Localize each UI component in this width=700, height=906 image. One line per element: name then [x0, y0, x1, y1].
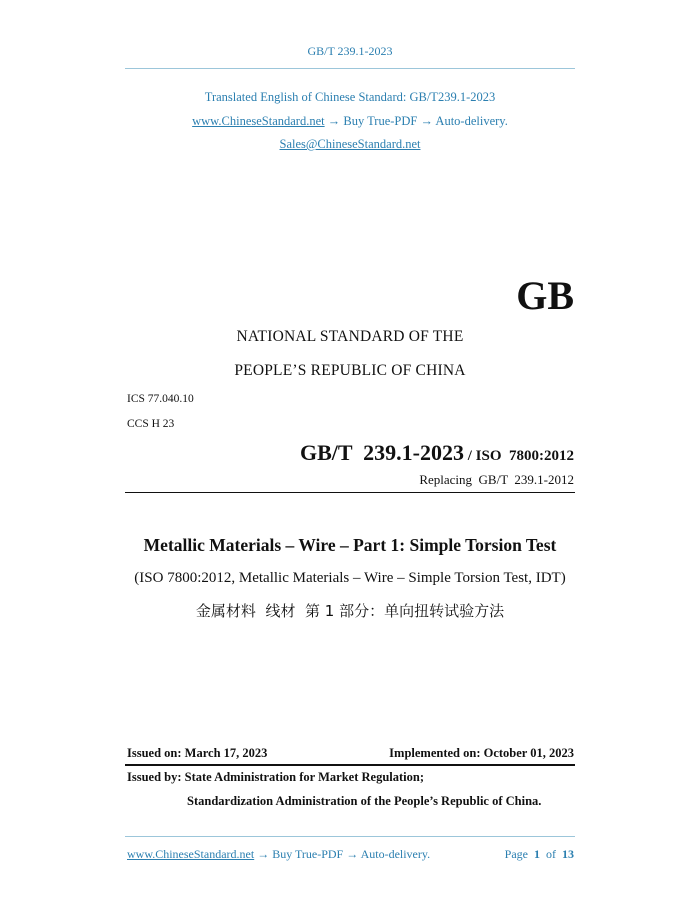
- issued-by-line1: Issued by: State Administration for Market Regulation;: [127, 770, 424, 784]
- header-divider: [125, 68, 575, 69]
- footer-purchase-line: [127, 847, 430, 862]
- footer-divider: [125, 836, 575, 837]
- page-indicator: [505, 847, 574, 862]
- gb-logo: GB: [516, 273, 574, 318]
- national-standard-line2: PEOPLE’S REPUBLIC OF CHINA: [234, 362, 466, 379]
- standard-number: GB/T 239.1-2023: [299, 440, 464, 465]
- page-label: Page: [504, 847, 528, 861]
- footer-arrow-text: → Buy True-PDF → Auto-delivery.: [254, 847, 431, 861]
- standard-divider: [125, 492, 575, 493]
- promo-email-line: [0, 137, 700, 152]
- document-equivalent: (ISO 7800:2012, Metallic Materials – Wire – Simple Torsion Test, IDT): [134, 570, 566, 586]
- header-standard-code: GB/T 239.1-2023: [307, 44, 393, 58]
- national-standard-line1: NATIONAL STANDARD OF THE: [236, 328, 464, 345]
- page-total: 13: [562, 847, 574, 861]
- ics-code: ICS 77.040.10: [127, 393, 194, 405]
- footer-site-link[interactable]: www.ChineseStandard.net: [127, 847, 255, 861]
- promo-site-link[interactable]: www.ChineseStandard.net: [192, 114, 325, 128]
- ccs-code: CCS H 23: [127, 418, 175, 430]
- issued-by-line2: Standardization Administration of the People’s Republic of China.: [187, 794, 542, 808]
- document-chinese-title: 金属材料 线材 第 1 部分：单向扭转试验方法: [195, 602, 505, 620]
- iso-number: ISO 7800:2012: [475, 448, 574, 464]
- promo-translated-line: Translated English of Chinese Standard: GB/T239.1-2023: [204, 90, 496, 104]
- dates-divider: [125, 764, 575, 766]
- document-title: Metallic Materials – Wire – Part 1: Simple Torsion Test: [143, 535, 557, 555]
- issued-date: Issued on: March 17, 2023: [127, 746, 268, 760]
- promo-purchase-line: [0, 114, 700, 129]
- replacing-note: Replacing GB/T 239.1-2012: [419, 472, 574, 487]
- page-of: of: [546, 847, 556, 861]
- standard-separator: /: [463, 448, 476, 464]
- implemented-date: Implemented on: October 01, 2023: [389, 746, 574, 760]
- promo-arrow-text: → Buy True-PDF → Auto-delivery.: [324, 114, 508, 128]
- standard-number-line: [300, 440, 574, 466]
- page-current: 1: [534, 847, 540, 861]
- promo-email-link[interactable]: Sales@ChineseStandard.net: [279, 137, 421, 151]
